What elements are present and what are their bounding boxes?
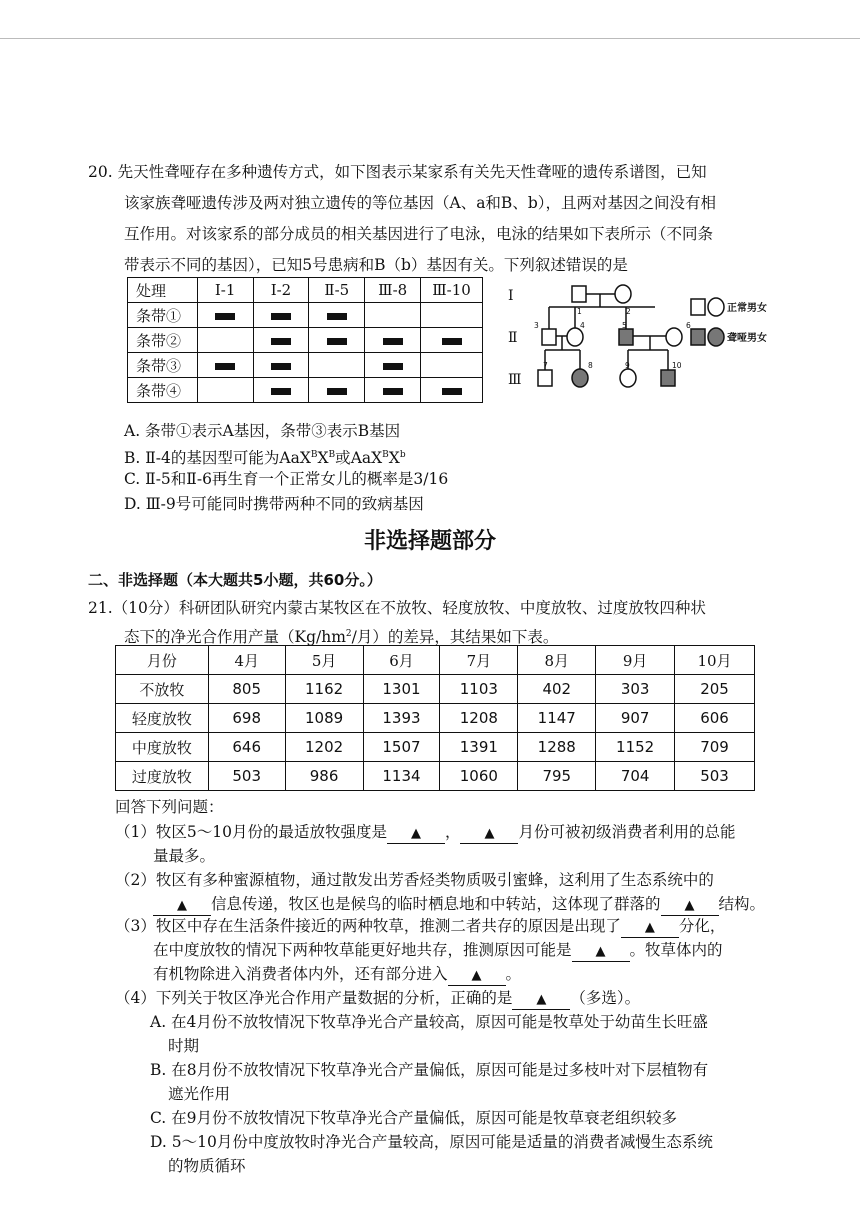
q21-option-b: B. 在8月份不放牧情况下牧草净光合产量偏低，原因可能是过多枝叶对下层植物有 [150, 1061, 709, 1079]
pedigree-number: 6 [686, 321, 691, 330]
legend-normal-male-icon [691, 299, 705, 315]
q21-line-2-a: 态下的净光合作用产量（Kg/hm [124, 628, 346, 647]
table-cell: 1202 [285, 733, 363, 762]
electrophoresis-band [215, 313, 235, 320]
q21-line-2-b: /月）的差异，其结果如下表。 [351, 628, 559, 647]
table-cell: 1152 [596, 733, 675, 762]
table-row-label: 过度放牧 [116, 762, 209, 791]
electrophoresis-band [383, 388, 403, 395]
table-row-label: 中度放牧 [116, 733, 209, 762]
electrophoresis-band [327, 388, 347, 395]
text: （4）下列关于牧区净光合作用产量数据的分析，正确的是 [115, 989, 513, 1007]
text: 分化， [678, 917, 726, 935]
q20-line-3: 互作用。对该家系的部分成员的相关基因进行了电泳，电泳的结果如下表所示（不同条 [124, 225, 714, 243]
electrophoresis-band [271, 388, 291, 395]
genotype-sup: b [399, 450, 406, 460]
pedigree-number: 8 [588, 361, 593, 370]
legend-affected-female-icon [708, 328, 724, 346]
table-header-cell: 6月 [363, 646, 440, 675]
gel-cell [253, 303, 309, 328]
gel-row-label: 条带② [128, 328, 198, 353]
legend-affected-label: 聋哑男女 [727, 333, 767, 344]
gel-cell [421, 378, 483, 403]
pedigree-number: 3 [534, 321, 539, 330]
table-row-label: 轻度放牧 [116, 704, 209, 733]
gel-cell [253, 353, 309, 378]
genotype-sup: B [328, 450, 336, 460]
legend-normal-label: 正常男女 [727, 303, 767, 314]
text: 信息传递，牧区也是候鸟的临时栖息地和中转站，这体现了群落的 [211, 895, 661, 913]
table-cell: 1393 [363, 704, 440, 733]
gel-header-cell: Ⅲ-10 [421, 278, 483, 303]
q20-line-2: 该家族聋哑遗传涉及两对独立遗传的等位基因（A、a和B、b），且两对基因之间没有相 [124, 194, 716, 212]
gel-cell [253, 378, 309, 403]
answer-blank[interactable]: ▲ [460, 825, 518, 844]
text: （1）牧区5～10月份的最适放牧强度是 [115, 823, 387, 841]
table-cell: 1288 [518, 733, 596, 762]
genotype-text: X [317, 449, 329, 468]
gel-row [128, 378, 483, 403]
answer-blank[interactable]: ▲ [621, 919, 679, 938]
table-cell: 1147 [518, 704, 596, 733]
table-cell: 704 [596, 762, 675, 791]
table-row [116, 733, 755, 762]
table-row-label: 不放牧 [116, 675, 209, 704]
pedigree-number: 4 [580, 321, 585, 330]
pedigree-individual-II-6 [666, 328, 682, 346]
pedigree-individual-II-4 [567, 328, 583, 346]
pedigree-number: 5 [622, 321, 627, 330]
table-cell: 503 [675, 762, 755, 791]
pedigree-number: 9 [625, 361, 630, 370]
pedigree-gen-label: Ⅲ [508, 372, 522, 388]
q20-line-1: 20. 先天性聋哑存在多种遗传方式，如下图表示某家系有关先天性聋哑的遗传系谱图，已知 [88, 163, 707, 181]
table-cell: 795 [518, 762, 596, 791]
gel-header-cell: Ⅱ-5 [309, 278, 365, 303]
electrophoresis-band [271, 363, 291, 370]
table-header-cell: 月份 [116, 646, 209, 675]
q21-option-d-cont: 的物质循环 [168, 1157, 246, 1175]
table-header-cell: 8月 [518, 646, 596, 675]
pedigree-individual-III-8 [572, 369, 588, 387]
section-title: 非选择题部分 [363, 529, 496, 554]
q20-option-d: D. Ⅲ-9号可能同时携带两种不同的致病基因 [124, 495, 424, 513]
table-row [116, 704, 755, 733]
answer-blank[interactable]: ▲ [661, 897, 719, 916]
pedigree-gen-label: Ⅱ [508, 330, 518, 346]
table-cell: 907 [596, 704, 675, 733]
table-cell: 606 [675, 704, 755, 733]
table-cell: 1060 [440, 762, 518, 791]
pedigree-individual-III-10 [661, 370, 675, 386]
text: 月份可被初级消费者利用的总能 [518, 823, 736, 841]
gel-header-cell: Ⅰ-2 [253, 278, 309, 303]
gel-header-cell: 处理 [128, 278, 198, 303]
table-cell: 986 [285, 762, 363, 791]
gel-row-label: 条带③ [128, 353, 198, 378]
table-cell: 402 [518, 675, 596, 704]
electrophoresis-band [383, 338, 403, 345]
q21-sub-1-cont: 量最多。 [153, 847, 216, 865]
text: ， [444, 823, 461, 841]
q20-option-a: A. 条带①表示A基因，条带③表示B基因 [124, 422, 401, 440]
q20-option-c: C. Ⅱ-5和Ⅱ-6再生育一个正常女儿的概率是3/16 [124, 470, 449, 488]
electrophoresis-band [327, 338, 347, 345]
table-header-row [116, 646, 755, 675]
pedigree-individual-II-5 [619, 329, 633, 345]
pedigree-number: 2 [626, 307, 631, 316]
gel-cell [309, 353, 365, 378]
genotype-sup: B [310, 450, 318, 460]
pedigree-individual-I-2 [615, 285, 631, 303]
table-cell: 205 [675, 675, 755, 704]
gel-cell [421, 353, 483, 378]
table-cell: 1103 [440, 675, 518, 704]
pedigree-diagram [500, 278, 790, 398]
q21-option-c: C. 在9月份不放牧情况下牧草净光合产量偏低，原因可能是牧草衰老组织较多 [150, 1109, 678, 1127]
gel-cell [365, 353, 421, 378]
answer-blank[interactable]: ▲ [153, 897, 211, 916]
section-2-heading: 二、非选择题（本大题共5小题，共60分。） [88, 571, 382, 589]
electrophoresis-band [271, 338, 291, 345]
gel-cell [421, 303, 483, 328]
table-cell: 303 [596, 675, 675, 704]
gel-row [128, 303, 483, 328]
table-header-cell: 7月 [440, 646, 518, 675]
q20-line-4: 带表示不同的基因），已知5号患病和B（b）基因有关。下列叙述错误的是 [124, 256, 628, 274]
gel-cell [197, 378, 253, 403]
table-cell: 805 [208, 675, 285, 704]
pedigree-gen-label: Ⅰ [508, 288, 514, 304]
electrophoresis-band [442, 338, 462, 345]
genotype-text: AaX [350, 449, 383, 468]
gel-cell [365, 328, 421, 353]
table-row [116, 762, 755, 791]
text: 。牧草体内的 [629, 941, 723, 959]
gel-header-row [128, 278, 483, 303]
table-header-cell: 5月 [285, 646, 363, 675]
table-cell: 1089 [285, 704, 363, 733]
pedigree-individual-III-9 [620, 369, 636, 387]
q21-line-1: 21.（10分）科研团队研究内蒙古某牧区在不放牧、轻度放牧、中度放牧、过度放牧四种状 [88, 599, 706, 617]
table-row [116, 675, 755, 704]
gel-cell [309, 303, 365, 328]
table-cell: 698 [208, 704, 285, 733]
answer-blank[interactable]: ▲ [512, 991, 570, 1010]
answer-blank[interactable]: ▲ [448, 967, 506, 986]
gel-cell [309, 328, 365, 353]
gel-cell [197, 328, 253, 353]
genotype-text: X [388, 449, 400, 468]
gel-cell [197, 353, 253, 378]
pedigree-number: 10 [672, 361, 682, 370]
table-header-cell: 10月 [675, 646, 755, 675]
genotype-sup: B [382, 450, 389, 460]
electrophoresis-band [271, 313, 291, 320]
pedigree-number: 7 [543, 361, 548, 370]
table-cell: 709 [675, 733, 755, 762]
pedigree-individual-II-3 [542, 329, 556, 345]
legend-normal-female-icon [708, 298, 724, 316]
gel-cell [365, 378, 421, 403]
q20-option-b-prefix: B. Ⅱ-4的基因型可能为 [124, 449, 280, 468]
answer-blank[interactable]: ▲ [572, 943, 630, 962]
gel-cell [365, 303, 421, 328]
electrophoresis-band [327, 313, 347, 320]
electrophoresis-band [442, 388, 462, 395]
text: 。 [505, 965, 522, 983]
table-cell: 1301 [363, 675, 440, 704]
gel-row-label: 条带① [128, 303, 198, 328]
q21-option-a: A. 在4月份不放牧情况下牧草净光合产量较高，原因可能是牧草处于幼苗生长旺盛 [150, 1013, 708, 1031]
answer-intro: 回答下列问题： [115, 798, 224, 816]
table-header-cell: 9月 [596, 646, 675, 675]
electrophoresis-table [127, 277, 483, 403]
text: 在中度放牧的情况下两种牧草能更好地共存，推测原因可能是 [153, 941, 572, 959]
table-cell: 1208 [440, 704, 518, 733]
table-cell: 1507 [363, 733, 440, 762]
text: 有机物除进入消费者体内外，还有部分进入 [153, 965, 448, 983]
productivity-table [115, 645, 755, 791]
legend-affected-male-icon [691, 329, 705, 345]
text: （3）牧区中存在生活条件接近的两种牧草，推测二者共存的原因是出现了 [115, 917, 621, 935]
electrophoresis-band [383, 363, 403, 370]
gel-cell [309, 378, 365, 403]
gel-row [128, 353, 483, 378]
q21-option-b-cont: 遮光作用 [168, 1085, 231, 1103]
table-cell: 1391 [440, 733, 518, 762]
table-cell: 1162 [285, 675, 363, 704]
q21-option-d: D. 5～10月份中度放牧时净光合产量较高，原因可能是适量的消费者减慢生态系统 [150, 1133, 713, 1151]
table-cell: 646 [208, 733, 285, 762]
text: 结构。 [718, 895, 766, 913]
answer-blank[interactable]: ▲ [387, 825, 445, 844]
gel-cell [421, 328, 483, 353]
electrophoresis-band [215, 363, 235, 370]
or-text: 或 [335, 449, 351, 468]
gel-cell [197, 303, 253, 328]
table-header-cell: 4月 [208, 646, 285, 675]
q21-sub-2: （2）牧区有多种蜜源植物，通过散发出芳香烃类物质吸引蜜蜂，这利用了生态系统中的 [115, 871, 714, 889]
gel-header-cell: Ⅰ-1 [197, 278, 253, 303]
table-cell: 503 [208, 762, 285, 791]
pedigree-number: 1 [577, 307, 582, 316]
page-top-border [0, 38, 860, 39]
gel-row-label: 条带④ [128, 378, 198, 403]
gel-header-cell: Ⅲ-8 [365, 278, 421, 303]
gel-cell [253, 328, 309, 353]
pedigree-individual-III-7 [538, 370, 552, 386]
pedigree-individual-I-1 [572, 286, 586, 302]
q21-option-a-cont: 时期 [168, 1037, 200, 1055]
table-cell: 1134 [363, 762, 440, 791]
q21-line-2-sup: 2 [345, 629, 352, 639]
text: （多选）。 [570, 989, 641, 1007]
gel-row [128, 328, 483, 353]
genotype-text: AaX [279, 449, 311, 468]
